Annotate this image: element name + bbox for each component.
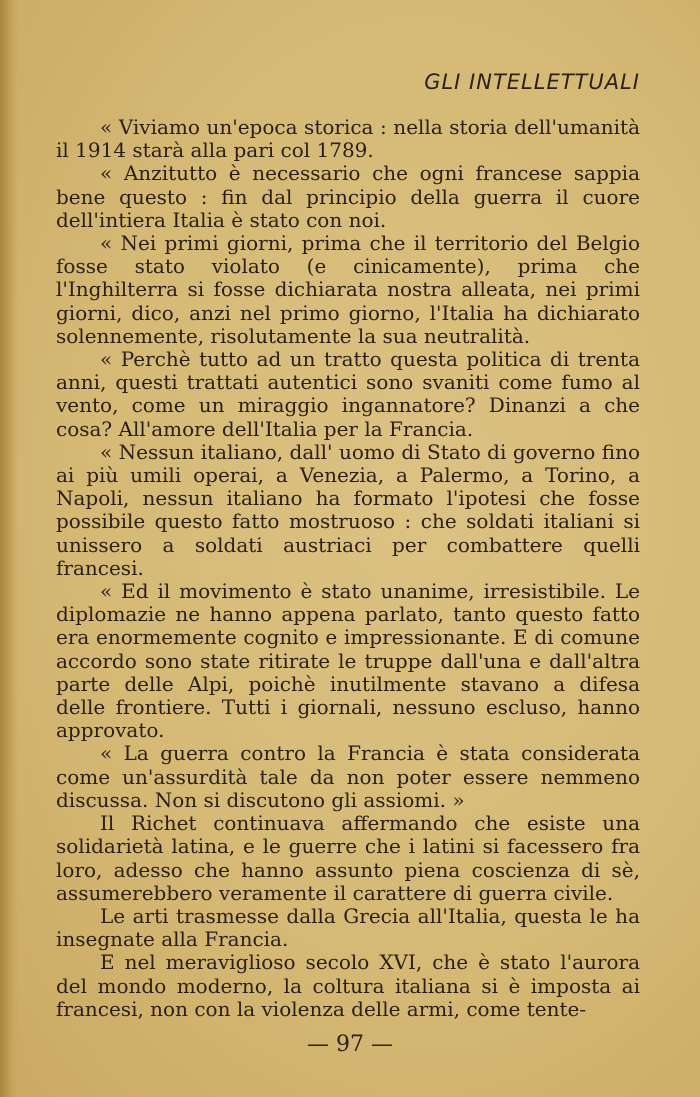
- paragraph: « Viviamo un'epoca storica : nella storia dell'umanità il 1914 starà alla pari col 1789.: [56, 115, 640, 163]
- paragraph: « Nei primi giorni, prima che il territorio del Belgio fosse stato violato (e cinicamente), prima che l'Inghilterra si fosse dichiarata nostra alleata, nei primi giorni, dico, anzi nel primo giorno, l'Italia ha dichiarato solennemente, risolutamente la sua neutralità.: [56, 231, 640, 348]
- paragraph: E nel meraviglioso secolo XVI, che è stato l'aurora del mondo moderno, la coltura italiana si è imposta ai francesi, non con la violenza delle armi, come tente-: [56, 950, 640, 1021]
- body-text: [56, 116, 640, 1021]
- paragraph: « Perchè tutto ad un tratto questa politica di trenta anni, questi trattati autentici sono svaniti come fumo al vento, come un miraggio ingannatore? Dinanzi a che cosa? All'amore dell'Italia per la Francia.: [56, 347, 640, 441]
- paragraph: Le arti trasmesse dalla Grecia all'Italia, questa le ha insegnate alla Francia.: [56, 903, 640, 952]
- paragraph: « Anzitutto è necessario che ogni francese sappia bene questo : fin dal principio della guerra il cuore dell'intiera Italia è stato con noi.: [56, 161, 640, 232]
- page-edge-shadow: [0, 0, 18, 1097]
- running-head: GLI INTELLETTUALI: [424, 70, 640, 94]
- paragraph: « Ed il movimento è stato unanime, irresistibile. Le diplomazie ne hanno appena parlato, tanto questo fatto era enormemente cognito e impressionante. E di comune accordo sono state ritirate le truppe dall'una e dall'altra parte delle Alpi, poichè inutilmente stavano a difesa delle frontiere. Tutti i giornali, nessuno escluso, hanno approvato.: [56, 579, 640, 743]
- paragraph: « Nessun italiano, dall' uomo di Stato di governo fino ai più umili operai, a Venezia, a Palermo, a Torino, a Napoli, nessun italiano ha formato l'ipotesi che fosse possibile questo fatto mostruoso : che soldati italiani si unissero a soldati austriaci per combattere quelli francesi.: [56, 439, 640, 580]
- paragraph: Il Richet continuava affermando che esiste una solidarietà latina, e le guerre che i latini si facessero fra loro, adesso che hanno assunto piena coscienza di sè, assumerebbero veramente il carattere di guerra civile.: [56, 811, 640, 905]
- paragraph: « La guerra contro la Francia è stata considerata come un'assurdità tale da non poter essere nemmeno discussa. Non si discutono gli assiomi. »: [56, 741, 640, 812]
- page-number: — 97 —: [307, 1032, 393, 1057]
